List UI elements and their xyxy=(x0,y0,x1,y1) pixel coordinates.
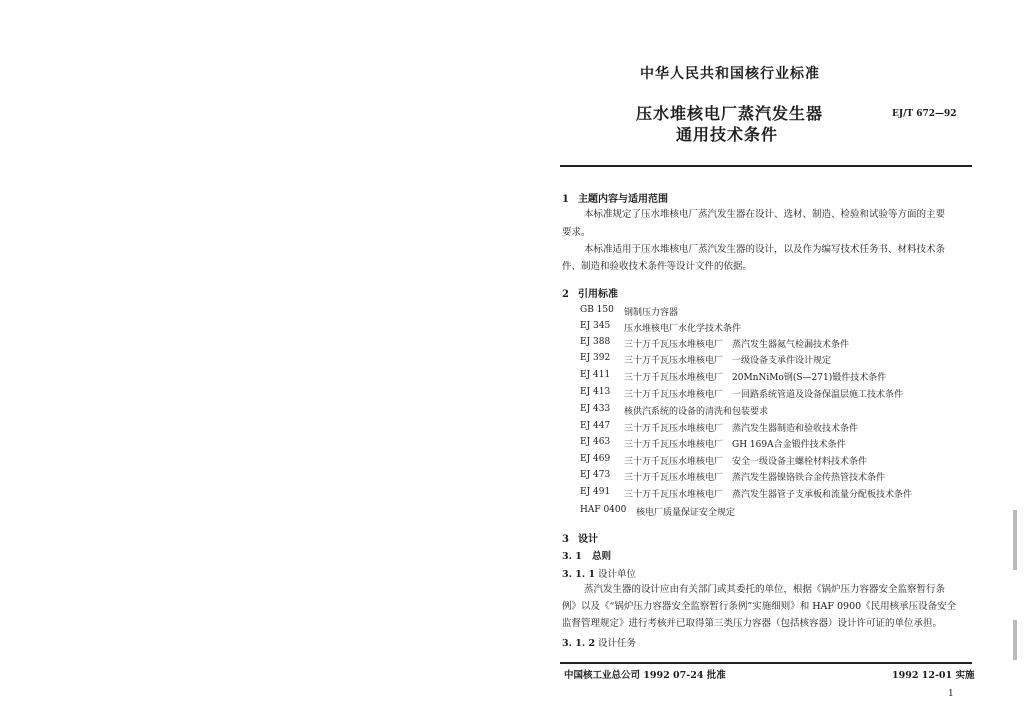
s311-line3: 监督管理规定》进行考核并已取得第三类压力容器（包括核容器）设计许可证的单位承担。 xyxy=(562,618,943,629)
ref-title-6: 核供汽系统的设备的清洗和包装要求 xyxy=(624,407,769,417)
standard-code: EJ/T 672—92 xyxy=(892,109,957,119)
section-title: 主题内容与适用范围 xyxy=(578,194,668,205)
document-title-line2: 通用技术条件 xyxy=(676,125,779,144)
subsection-3-1-2-heading xyxy=(562,635,636,649)
ref-code-5: EJ 413 xyxy=(580,387,611,397)
section-3-heading xyxy=(562,530,598,545)
section-title: 设计 xyxy=(578,534,598,545)
ref-title-1: 压水堆核电厂水化学技术条件 xyxy=(624,324,742,334)
ref-code-0: GB 150 xyxy=(580,305,614,315)
subsection-3-1-heading xyxy=(562,548,611,562)
s311-line2: 例》以及《“锅炉压力容器安全监察暂行条例”实施细则》和 HAF 0900《民用核承压设备安全 xyxy=(562,601,957,612)
ref-title-10: 三十万千瓦压水堆核电厂 蒸汽发生器镍铬铁合金传热管技术条件 xyxy=(624,473,886,483)
ref-title-9: 三十万千瓦压水堆核电厂 安全一级设备主螺栓材料技术条件 xyxy=(624,457,868,467)
s1-paragraph2-line1: 本标准适用于压水堆核电厂蒸汽发生器的设计，以及作为编写技术任务书、材料技术条 xyxy=(584,244,946,255)
ref-code-1: EJ 345 xyxy=(580,321,611,331)
ref-code-8: EJ 463 xyxy=(580,437,611,447)
implementation-date: 1992 12-01 实施 xyxy=(892,670,975,681)
subsection-3-1-1-heading xyxy=(562,566,636,580)
page-number: 1 xyxy=(948,689,954,699)
s1-paragraph1-line2: 要求。 xyxy=(562,227,591,238)
ref-code-12: HAF 0400 xyxy=(580,505,627,515)
subsection-number: 3. 1. 1 xyxy=(562,569,596,580)
subsection-number: 3. 1. 2 xyxy=(562,638,596,649)
section-1-heading xyxy=(562,190,668,205)
footer-divider xyxy=(560,662,972,664)
ref-title-4: 三十万千瓦压水堆核电厂 20MnNiMo钢(S—271)锻件技术条件 xyxy=(624,373,887,383)
ref-title-0: 钢制压力容器 xyxy=(624,308,679,318)
ref-title-3: 三十万千瓦压水堆核电厂 一级设备支承件设计规定 xyxy=(624,356,832,366)
header-divider xyxy=(560,165,972,167)
ref-code-4: EJ 411 xyxy=(580,370,611,380)
document-title-line1: 压水堆核电厂蒸汽发生器 xyxy=(636,104,824,123)
section-number: 3 xyxy=(562,534,569,545)
ref-code-2: EJ 388 xyxy=(580,337,611,347)
subsection-title: 设计任务 xyxy=(598,638,637,649)
ref-title-2: 三十万千瓦压水堆核电厂 蒸汽发生器氦气检漏技术条件 xyxy=(624,340,850,350)
s311-line1: 蒸汽发生器的设计应由有关部门或其委托的单位，根据《锅炉压力容器安全监察暂行条 xyxy=(584,584,946,595)
section-number: 2 xyxy=(562,289,569,300)
ref-title-11: 三十万千瓦压水堆核电厂 蒸汽发生器管子支承板和流量分配板技术条件 xyxy=(624,490,913,500)
approval-line: 中国核工业总公司 1992 07-24 批准 xyxy=(564,670,726,681)
scan-edge-mark xyxy=(1013,510,1017,570)
ref-code-10: EJ 473 xyxy=(580,470,611,480)
ref-code-11: EJ 491 xyxy=(580,487,611,497)
subsection-number: 3. 1 xyxy=(562,551,582,562)
subsection-title: 总则 xyxy=(592,551,612,562)
section-2-heading xyxy=(562,285,618,300)
scan-edge-mark xyxy=(1013,620,1017,660)
s1-paragraph2-line2: 件、制造和验收技术条件等设计文件的依据。 xyxy=(562,261,753,272)
ref-code-9: EJ 469 xyxy=(580,454,611,464)
subsection-title: 设计单位 xyxy=(598,569,637,580)
ref-title-8: 三十万千瓦压水堆核电厂 GH 169A合金锻件技术条件 xyxy=(624,440,846,450)
ref-code-7: EJ 447 xyxy=(580,421,611,431)
issuing-authority: 中华人民共和国核行业标准 xyxy=(640,66,820,82)
ref-title-12: 核电厂质量保证安全规定 xyxy=(636,508,736,518)
s1-paragraph1-line1: 本标准规定了压水堆核电厂蒸汽发生器在设计、选材、制造、检验和试验等方面的主要 xyxy=(584,209,946,220)
ref-code-3: EJ 392 xyxy=(580,353,611,363)
section-title: 引用标准 xyxy=(578,289,618,300)
ref-code-6: EJ 433 xyxy=(580,404,611,414)
ref-title-5: 三十万千瓦压水堆核电厂 一回路系统管道及设备保温层施工技术条件 xyxy=(624,390,904,400)
ref-title-7: 三十万千瓦压水堆核电厂 蒸汽发生器制造和验收技术条件 xyxy=(624,424,859,434)
section-number: 1 xyxy=(562,194,569,205)
